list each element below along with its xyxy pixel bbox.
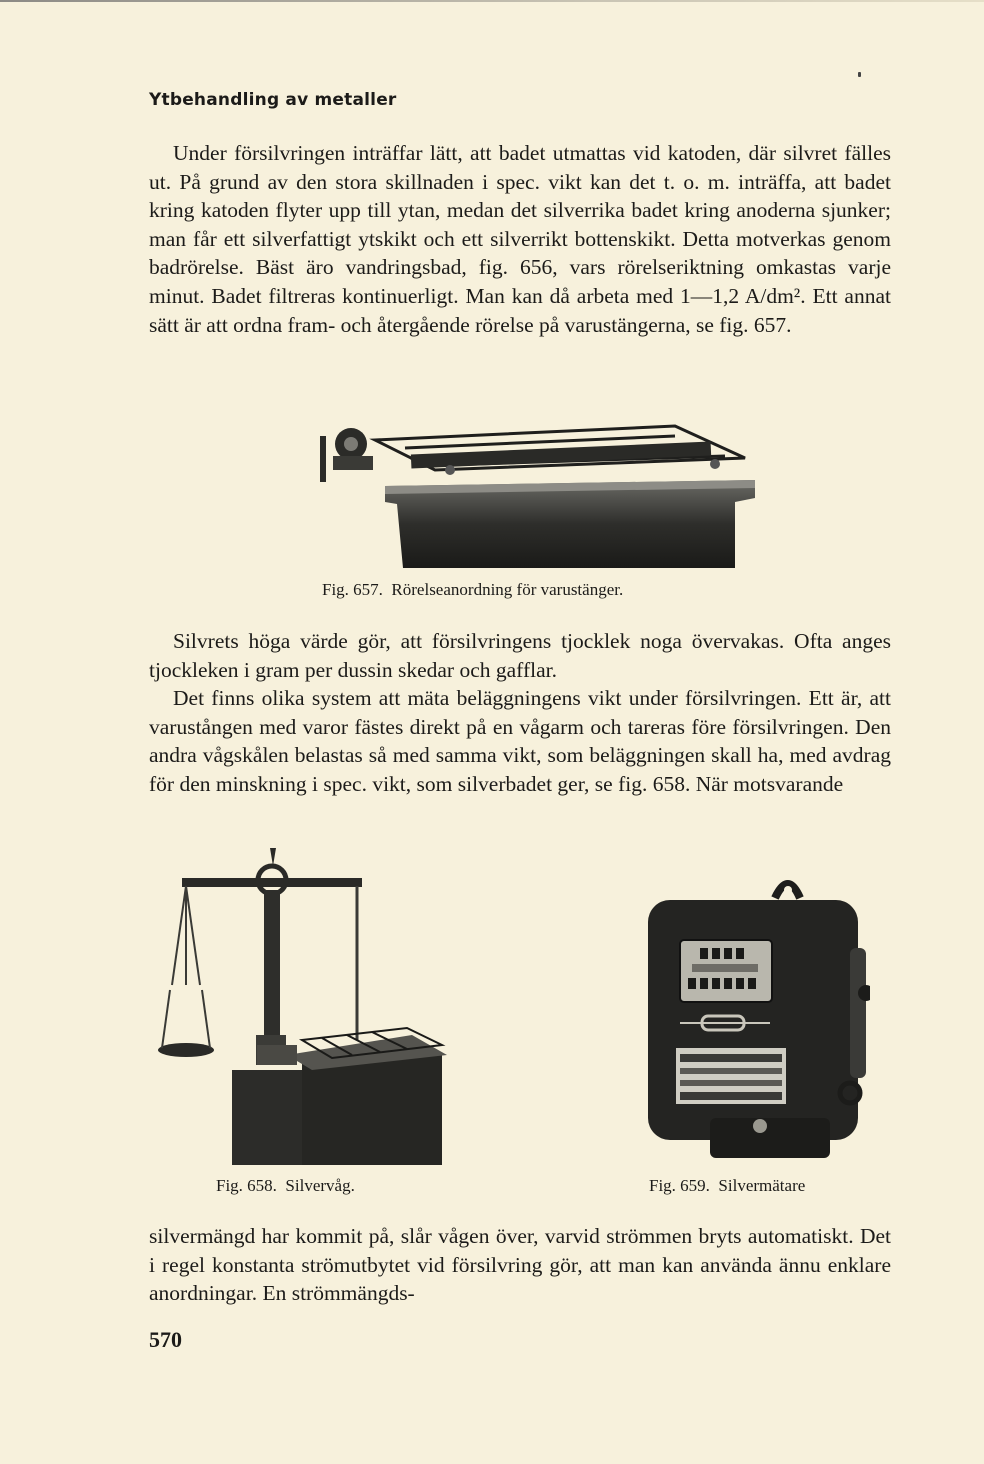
figure-659-silver-meter <box>640 868 870 1168</box>
body-paragraph-3: Det finns olika system att mäta beläggningens vikt under försilvringen. Ett är, att varustången med varor fästes direkt på en vågarm och tareras före försilvringen. Den andra vågskålen belastas så med samma vikt, som beläggningen skall ha, med avdrag för den minskning i spec. vikt, som silverbadet ger, se fig. 658. När motsvarande <box>149 686 891 796</box>
body-paragraph-1: Under försilvringen inträffar lätt, att badet utmattas vid katoden, där silvret fälles ut. På grund av den stora skillnaden i spec. vikt kan det t. o. m. inträffa, att badet kring katoden flyter upp till ytan, medan det silverrika badet kring anoderna sjunker; man får ett silverfattigt ytskikt och ett silverrikt bottenskikt. Detta motverkas genom badrörelse. Bäst äro vandringsbad, fig. 656, vars rörelseriktning omkastas varje minut. Badet filtreras kontinuerligt. Man kan då arbeta med 1—1,2 A/dm². Ett annat sätt är att ordna fram- och återgående rörelse på varustängerna, se fig. 657. <box>149 141 891 337</box>
body-paragraph-4: silvermängd har kommit på, slår vågen över, varvid strömmen bryts automatiskt. Det i regel konstanta strömutbytet vid försilvring gör, att man kan använda ännu enklare anordningar. En strömmängds- <box>149 1224 891 1306</box>
figure-657-caption: Fig. 657. Rörelseanordning för varustänger. <box>322 580 624 599</box>
page-number: 570 <box>149 1327 182 1352</box>
figure-659-caption: Fig. 659. Silvermätare <box>649 1176 806 1195</box>
body-paragraph-2: Silvrets höga värde gör, att försilvringens tjocklek noga övervakas. Ofta anges tjockleken i gram per dussin skedar och gafflar. <box>149 629 891 682</box>
running-head: Ytbehandling av metaller <box>149 90 397 110</box>
figure-657-movement-arrangement <box>315 418 760 568</box>
figure-658-caption: Fig. 658. Silvervåg. <box>216 1176 355 1195</box>
print-speck <box>858 72 861 77</box>
figure-658-silver-balance <box>152 840 450 1165</box>
body-paragraph-2-3 <box>149 627 891 799</box>
page-top-edge <box>0 0 984 2</box>
